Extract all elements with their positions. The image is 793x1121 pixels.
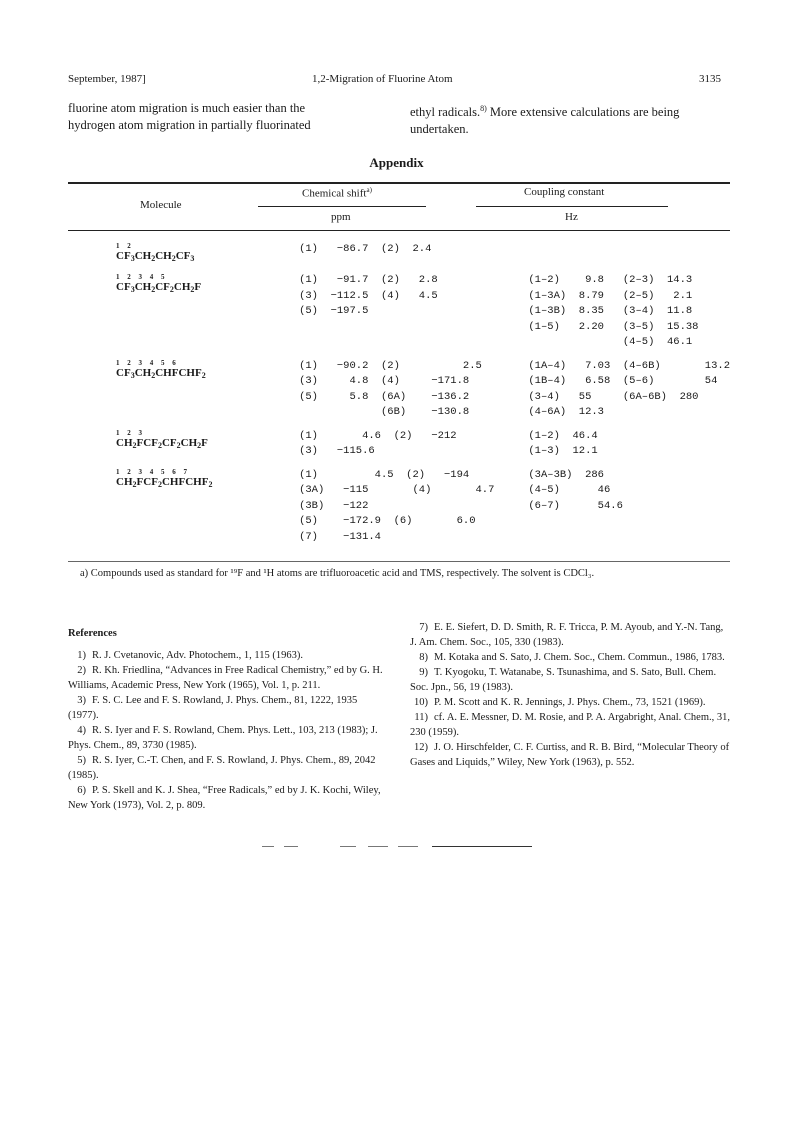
table-bottom-rule [68,561,730,562]
reference-item [68,783,386,813]
shift-line: (3B) −122 [299,499,369,512]
chemical-shift-cell [299,242,528,273]
coupling-line: (1B–4) 6.58 (5–6) 54 [528,375,718,387]
coupling-line: (4–5) 46.1 [528,336,693,348]
molecule-cell [68,468,299,554]
reference-item [68,723,386,753]
reference-text: E. E. Siefert, D. D. Smith, R. F. Tricca, P. M. Ayoub, and Y.-N. Tang, J. Am. Chem. Soc., 105, 330 (1983). [410,622,724,648]
reference-item [410,695,730,710]
reference-number: 1) [77,650,86,661]
molecule-cell [68,273,299,359]
shift-line: (1) 4.6 (2) −212 [299,429,457,442]
coupling-constant-cell [528,242,730,273]
molecule-cell [68,429,299,468]
intro-right-line: undertaken. [410,122,469,137]
references-right-column [410,620,730,770]
reference-item [410,650,730,665]
atom-numbers: 1 2 [116,242,134,250]
column-chemical-shift-label: Chemical shift [302,187,367,200]
intro-left-line: fluorine atom migration is much easier than the [68,101,306,115]
coupling-line: (1–3B) 8.35 (3–4) 11.8 [528,305,693,317]
coupling-line: (1–2) 46.4 [528,429,598,442]
shift-line: (1) −91.7 (2) 2.8 [299,274,438,286]
shift-line: (1) 4.5 (2) −194 [299,468,470,481]
nmr-data-table [68,242,730,553]
reference-text: P. S. Skell and K. J. Shea, “Free Radicals,” ed by J. K. Kochi, Wiley, New York (1973), Vol. 2, p. 809. [68,785,381,811]
reference-number: 3) [77,695,86,706]
shift-line: (1) −90.2 (2) 2.5 [299,359,482,372]
table-head-rule [68,230,730,231]
molecule-formula: $CF_3CH_2CHFCHF_2$ [116,366,206,380]
reference-number: 12) [414,742,428,753]
bottom-dash [368,846,388,847]
coupling-line: (4–5) 46 [528,484,611,496]
table-row [68,468,730,554]
intro-right-column [410,100,679,138]
column-coupling-constant: Coupling constant [524,186,605,198]
molecule-cell [68,359,299,429]
chemical-shift-cell [299,468,528,554]
reference-number: 8) [419,652,428,663]
shift-line: (5) 5.8 (6A) −136.2 [299,390,470,403]
reference-text: R. Kh. Friedlina, “Advances in Free Radical Chemistry,” ed by G. H. Williams, Academic Press, New York (1965), Vol. 1, p. 211. [68,665,383,691]
coupling-line: (3A–3B) 286 [528,468,604,481]
reference-number: 5) [77,755,86,766]
appendix-title: Appendix [369,155,424,170]
molecule-formula: $CF_3CH_2CH_2CF_3$ [116,250,195,263]
atom-numbers: 1 2 3 4 5 6 [116,358,179,367]
coupling-constant-cell [528,273,730,359]
references-title: References [68,628,117,639]
coupling-line: (1–3A) 8.79 (2–5) 2.1 [528,289,693,302]
table-row [68,429,730,468]
coupling-line: (4–6A) 12.3 [528,406,604,418]
coupling-line: (1–2) 9.8 (2–3) 14.3 [528,274,693,286]
reference-number: 10) [414,697,428,708]
reference-text: P. M. Scott and K. R. Jennings, J. Phys. Chem., 73, 1521 (1969). [434,697,706,708]
molecule-formula: $CH_2FCF_2CHFCHF_2$ [116,475,213,489]
shift-line: (3) 4.8 (4) −171.8 [299,375,470,387]
atom-numbers: 1 2 3 4 5 [116,273,168,281]
reference-item [410,740,730,770]
bottom-dash [398,846,418,847]
chemical-shift-cell [299,429,528,468]
coupling-line: (1A–4) 7.03 (4–6B) 13.2 [528,359,730,372]
column-shift-note: a) [366,186,372,194]
reference-item [410,665,730,695]
reference-text: M. Kotaka and S. Sato, J. Chem. Soc., Chem. Commun., 1986, 1783. [434,652,725,663]
table-top-rule [68,182,730,184]
chemical-shift-cell [299,273,528,359]
reference-text: F. S. C. Lee and F. S. Rowland, J. Phys. Chem., 81, 1222, 1935 (1977). [68,695,358,721]
reference-text: R. J. Cvetanovic, Adv. Photochem., 1, 115 (1963). [92,650,303,661]
bottom-dash [340,846,356,847]
shift-line: (5) −172.9 (6) 6.0 [299,515,476,527]
reference-item [410,620,730,650]
shift-line: (3) −112.5 (4) 4.5 [299,289,438,302]
coupling-constant-cell [528,429,730,468]
column-coupling-unit: Hz [565,211,578,223]
bottom-dash [262,846,274,847]
coupling-line: (1–5) 2.20 (3–5) 15.38 [528,320,699,333]
header-page-number: 3135 [699,73,721,85]
shift-line: (3A) −115 (4) 4.7 [299,484,495,496]
reference-item [68,693,386,723]
coupling-line: (1–3) 12.1 [528,445,598,457]
shift-subhead-rule [258,206,426,207]
reference-number: 7) [419,622,428,633]
header-date: September, 1987] [68,73,146,85]
reference-text: R. S. Iyer and F. S. Rowland, Chem. Phys. Lett., 103, 213 (1983); J. Phys. Chem., 89, 3730 (1985). [68,725,378,751]
atom-numbers: 1 2 3 [116,428,145,437]
reference-number: 11) [414,712,428,723]
column-molecule: Molecule [140,199,182,211]
table-footnote: a) Compounds used as standard for ¹⁹F and ¹H atoms are trifluoroacetic acid and TMS, respectively. The solvent is CDCl₃. [80,568,595,579]
coupling-subhead-rule [476,206,668,207]
reference-text: T. Kyogoku, T. Watanabe, S. Tsunashima, and S. Sato, Bull. Chem. Soc. Jpn., 56, 19 (1983). [410,667,717,693]
reference-item [68,753,386,783]
reference-number: 9) [419,667,428,678]
chemical-shift-cell [299,359,528,429]
molecule-formula: $CH_2FCF_2CF_2CH_2F$ [116,436,208,450]
coupling-constant-cell [528,468,730,554]
coupling-line: (3–4) 55 (6A–6B) 280 [528,390,699,403]
column-shift-unit: ppm [331,211,351,223]
header-title: 1,2-Migration of Fluorine Atom [312,73,453,85]
reference-number: 6) [77,785,86,796]
reference-text: cf. A. E. Messner, D. M. Rosie, and P. A. Argabright, Anal. Chem., 31, 230 (1959). [410,712,730,738]
reference-text: R. S. Iyer, C.-T. Chen, and F. S. Rowland, J. Phys. Chem., 89, 2042 (1985). [68,755,376,781]
shift-line: (5) −197.5 [299,305,369,317]
table-row [68,273,730,359]
intro-left-column [68,100,311,134]
molecule-formula: $CF_3CH_2CF_2CH_2F$ [116,281,202,294]
shift-line: (6B) −130.8 [299,406,470,418]
column-chemical-shift [302,186,372,200]
coupling-line: (6–7) 54.6 [528,499,623,512]
reference-number: 4) [77,725,86,736]
reference-item [410,710,730,740]
atom-numbers: 1 2 3 4 5 6 7 [116,467,190,476]
intro-right-text: ethyl radicals. [410,105,481,120]
bottom-rule [432,846,532,847]
shift-line: (7) −131.4 [299,530,381,543]
table-row [68,242,730,273]
references-left-column [68,648,386,813]
bottom-dash [284,846,298,847]
molecule-cell [68,242,299,273]
reference-item [68,648,386,663]
reference-number: 2) [77,665,86,676]
shift-line: (3) −115.6 [299,445,375,457]
intro-ref-mark: 8) [480,104,487,113]
intro-left-line: hydrogen atom migration in partially fluorinated [68,118,311,132]
shift-line: (1) −86.7 (2) 2.4 [299,243,432,255]
intro-right-text: More extensive calculations are being [486,105,680,120]
table-row [68,359,730,429]
coupling-constant-cell [528,359,730,429]
reference-item [68,663,386,693]
reference-text: J. O. Hirschfelder, C. F. Curtiss, and R. B. Bird, “Molecular Theory of Gases and Liquids,” Wiley, New York (1963), p. 552. [410,742,730,768]
